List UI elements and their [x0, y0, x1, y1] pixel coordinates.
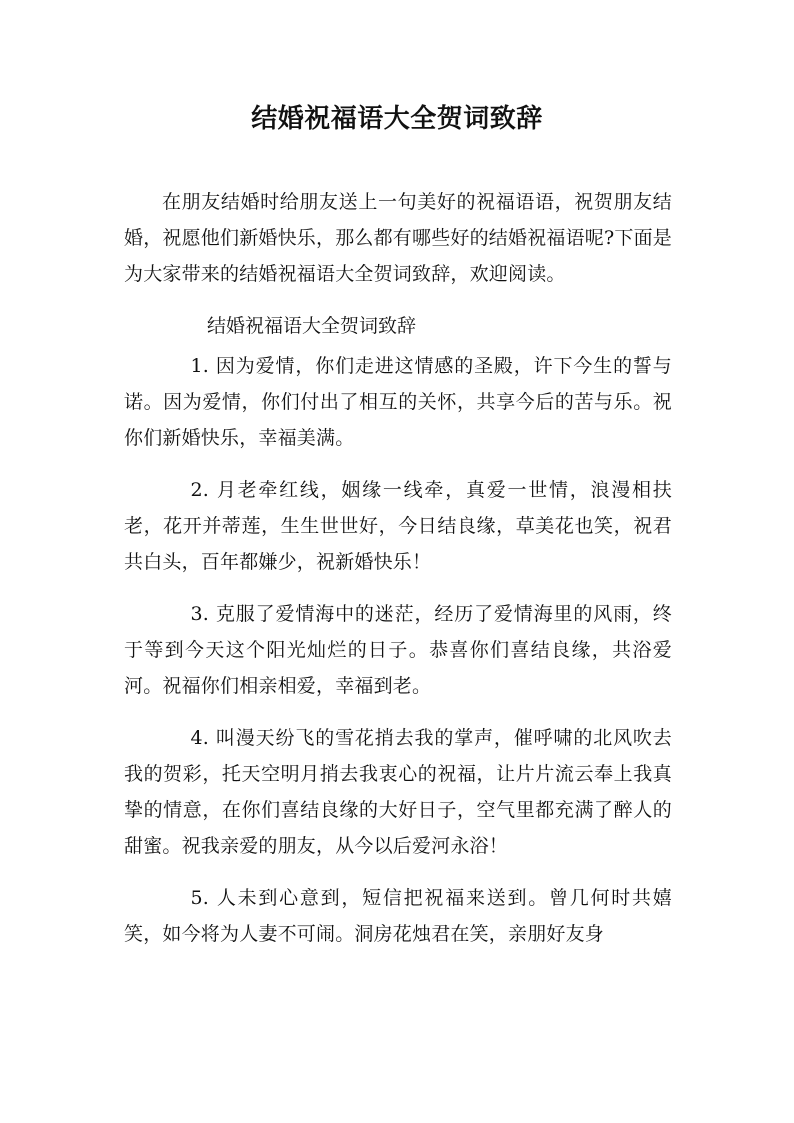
- document-title: 结婚祝福语大全贺词致辞: [251, 104, 543, 134]
- document-body: [124, 184, 672, 968]
- blessing-item-3: 3. 克服了爱情海中的迷茫，经历了爱情海里的风雨，终于等到今天这个阳光灿烂的日子。恭喜你们喜结良缘，共浴爱河。祝福你们相亲相爱，幸福到老。: [124, 603, 672, 697]
- blessing-item-5: 5. 人未到心意到，短信把祝福来送到。曾几何时共嬉笑，如今将为人妻不可闹。洞房花烛君在笑，亲朋好友身: [124, 887, 672, 945]
- blessing-item-2: 2. 月老牵红线，姻缘一线牵，真爱一世情，浪漫相扶老，花开并蒂莲，生生世世好，今日结良缘，草美花也笑，祝君共白头，百年都嫌少，祝新婚快乐！: [124, 479, 672, 573]
- section-subtitle: 结婚祝福语大全贺词致辞: [207, 315, 417, 337]
- blessing-item-4: 4. 叫漫天纷飞的雪花捎去我的掌声，催呼啸的北风吹去我的贺彩，托天空明月捎去我衷心的祝福，让片片流云奉上我真挚的情意，在你们喜结良缘的大好日子，空气里都充满了醉人的甜蜜。祝我亲爱的朋友，从今以后爱河永浴！: [124, 727, 672, 857]
- intro-paragraph: 在朋友结婚时给朋友送上一句美好的祝福语语，祝贺朋友结婚，祝愿他们新婚快乐，那么都有哪些好的结婚祝福语呢?下面是为大家带来的结婚祝福语大全贺词致辞，欢迎阅读。: [124, 191, 672, 285]
- blessing-item-1: 1. 因为爱情，你们走进这情感的圣殿，许下今生的誓与诺。因为爱情，你们付出了相互的关怀，共享今后的苦与乐。祝你们新婚快乐，幸福美满。: [124, 355, 672, 449]
